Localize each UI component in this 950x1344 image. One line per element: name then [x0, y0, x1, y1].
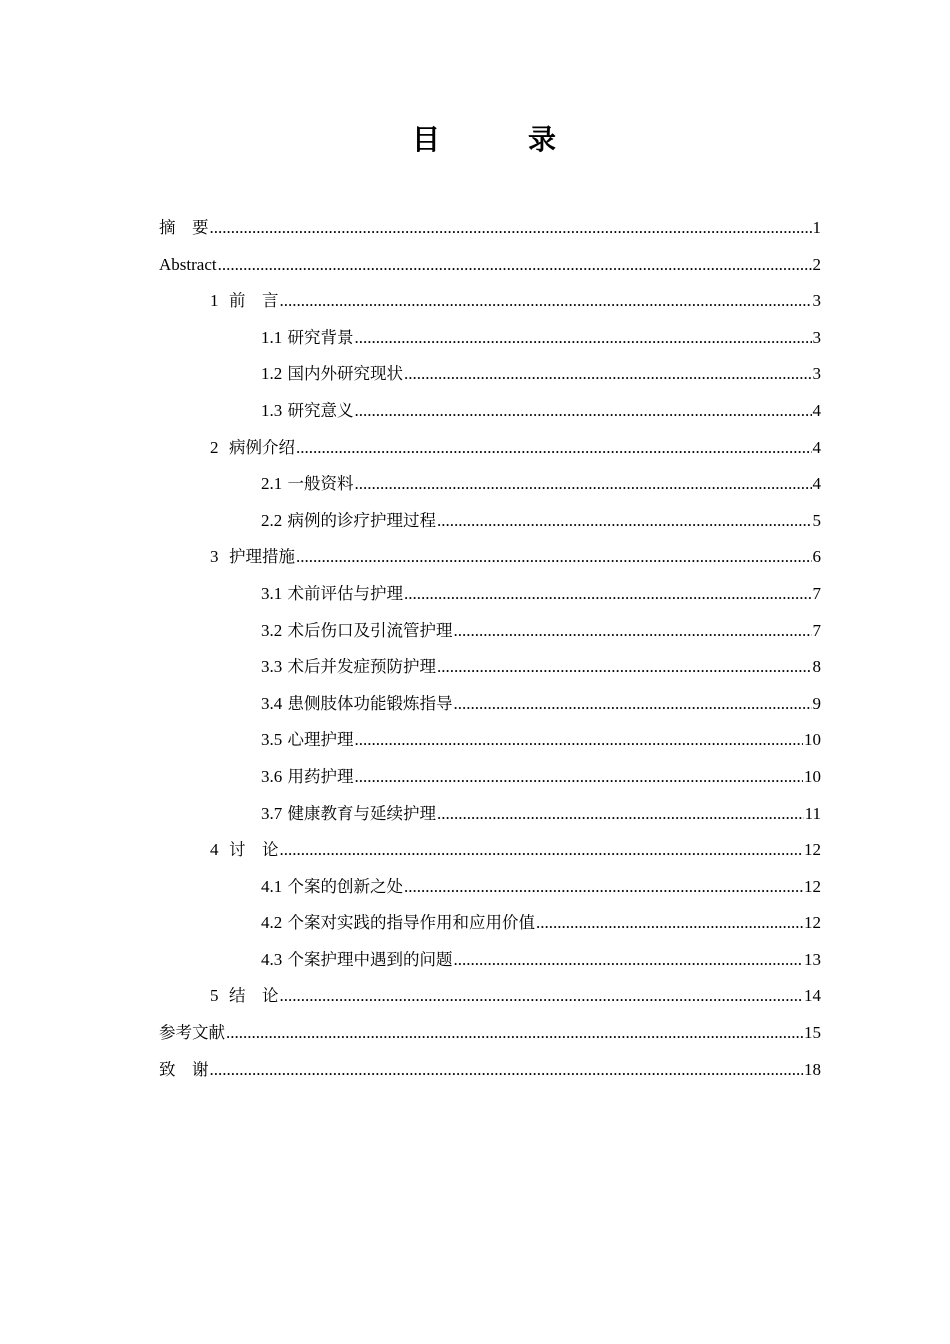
toc-page-number: 2: [812, 254, 821, 274]
toc-entry-label: [261, 905, 535, 942]
toc-entry[interactable]: [159, 576, 821, 613]
toc-dot-leader: [454, 686, 812, 723]
toc-dot-leader: [280, 283, 812, 320]
toc-entry-text: 护理措施: [229, 547, 295, 567]
toc-entry-text: 术前评估与护理: [287, 583, 403, 603]
toc-entry-number: 3.2: [261, 620, 283, 640]
toc-entry-text: 国内外研究现状: [287, 364, 403, 384]
toc-entry-label: [261, 759, 354, 796]
toc-page-number: 4: [812, 437, 821, 457]
toc-entry-label: [159, 1052, 209, 1089]
toc-entry-label: [159, 1015, 225, 1052]
toc-entry[interactable]: [159, 832, 821, 869]
toc-dot-leader: [355, 320, 812, 357]
toc-entry-label: [261, 722, 354, 759]
toc-page-number: 10: [804, 766, 821, 786]
toc-entry-number: 5: [210, 986, 219, 1006]
toc-page-number: 10: [804, 730, 821, 750]
toc-page-number: 7: [812, 583, 821, 603]
toc-entry-number: 4.1: [261, 876, 283, 896]
toc-entry-text: 病例介绍: [229, 437, 295, 457]
toc-entry-number: 3.5: [261, 730, 283, 750]
toc-dot-leader: [355, 466, 812, 503]
toc-dot-leader: [226, 1015, 803, 1052]
toc-entry[interactable]: [159, 649, 821, 686]
toc-entry[interactable]: [159, 430, 821, 467]
toc-entry-text: 术后伤口及引流管护理: [287, 620, 453, 640]
toc-dot-leader: [355, 393, 812, 430]
toc-entry-text: 摘 要: [159, 218, 209, 237]
toc-entry-number: 3.6: [261, 766, 283, 786]
toc-page-number: 13: [804, 949, 821, 969]
toc-entry-label: [261, 942, 453, 979]
toc-page-number: 9: [812, 693, 821, 713]
toc-dot-leader: [296, 539, 812, 576]
toc-dot-leader: [355, 722, 804, 759]
toc-page-number: 5: [812, 510, 821, 530]
toc-page-number: 14: [804, 986, 821, 1006]
toc-entry[interactable]: [159, 356, 821, 393]
toc-entry[interactable]: [159, 722, 821, 759]
toc-entry-number: 1: [210, 291, 219, 311]
toc-entry-text: 用药护理: [287, 766, 354, 786]
toc-entry-text: 个案对实践的指导作用和应用价值: [287, 913, 535, 933]
toc-page-number: 8: [812, 657, 821, 677]
toc-page-number: 12: [804, 840, 821, 860]
toc-entry-number: 3.1: [261, 583, 283, 603]
toc-page-number: 3: [812, 291, 821, 311]
toc-dot-leader: [454, 942, 804, 979]
toc-entry-label: [261, 869, 403, 906]
toc-dot-leader: [437, 649, 812, 686]
toc-entry-text: 前 言: [229, 291, 279, 311]
toc-entry-label: [261, 503, 436, 540]
toc-entry-label: [261, 393, 354, 430]
toc-dot-leader: [454, 613, 812, 650]
toc-page-number: 3: [812, 364, 821, 384]
toc-page-number: 4: [812, 474, 821, 494]
toc-entry-number: 1.3: [261, 400, 283, 420]
toc-entry-label: [261, 320, 354, 357]
toc-entry-label: [261, 686, 453, 723]
toc-page-number: 12: [804, 876, 821, 896]
toc-entry-label: [210, 832, 279, 869]
toc-entry[interactable]: [159, 210, 821, 247]
toc-entry-number: 1.2: [261, 364, 283, 384]
toc-dot-leader: [437, 503, 812, 540]
toc-entry-label: [261, 796, 436, 833]
toc-page-number: 7: [812, 620, 821, 640]
toc-entry-label: [261, 356, 403, 393]
toc-entry-text: 患侧肢体功能锻炼指导: [287, 693, 453, 713]
toc-dot-leader: [210, 1052, 804, 1089]
toc-entry[interactable]: [159, 320, 821, 357]
toc-entry-number: 1.1: [261, 327, 283, 347]
toc-entry-label: [210, 539, 295, 576]
toc-entry-label: [159, 247, 217, 284]
toc-entry-text: 研究意义: [287, 400, 354, 420]
toc-entry-label: [261, 613, 453, 650]
toc-entry-label: [261, 466, 354, 503]
toc-entry[interactable]: [159, 247, 821, 284]
toc-entry-number: 3.7: [261, 803, 283, 823]
toc-dot-leader: [437, 796, 804, 833]
toc-entry[interactable]: [159, 1015, 821, 1052]
toc-entry-number: 2.1: [261, 474, 283, 494]
toc-entry-text: 参考文献: [159, 1023, 225, 1043]
toc-page-number: 3: [812, 327, 821, 347]
toc-entry-number: 4.2: [261, 913, 283, 933]
toc-dot-leader: [218, 247, 812, 284]
toc-entry-number: 3.4: [261, 693, 283, 713]
toc-page-number: 4: [812, 400, 821, 420]
toc-dot-leader: [404, 576, 812, 613]
toc-entry-text: 术后并发症预防护理: [287, 657, 436, 677]
toc-entry[interactable]: [159, 796, 821, 833]
toc-entry[interactable]: [159, 978, 821, 1015]
toc-entry[interactable]: [159, 905, 821, 942]
toc-entry-label: [210, 430, 295, 467]
toc-page-number: 18: [804, 1059, 821, 1079]
toc-dot-leader: [355, 759, 804, 796]
toc-entry-text: 个案护理中遇到的问题: [287, 949, 453, 969]
toc-entry[interactable]: [159, 503, 821, 540]
toc-entry-text: 个案的创新之处: [287, 876, 403, 896]
toc-dot-leader: [404, 356, 812, 393]
toc-entry[interactable]: [159, 393, 821, 430]
toc-page-number: 15: [804, 1023, 821, 1043]
toc-entry-label: [159, 210, 209, 247]
toc-entry[interactable]: [159, 466, 821, 503]
toc-dot-leader: [296, 430, 812, 467]
toc-entry-text: 研究背景: [287, 327, 354, 347]
toc-entry[interactable]: [159, 539, 821, 576]
toc-entry[interactable]: [159, 1052, 821, 1089]
toc-entry-text: 讨 论: [229, 840, 279, 860]
toc-dot-leader: [280, 978, 804, 1015]
toc-entry-number: 2: [210, 437, 219, 457]
toc-page-number: 11: [804, 803, 821, 823]
toc-dot-leader: [404, 869, 803, 906]
toc-entry-text: Abstract: [159, 254, 217, 274]
toc-entry-number: 4: [210, 840, 219, 860]
toc-dot-leader: [280, 832, 804, 869]
toc-dot-leader: [536, 905, 803, 942]
toc-entry-label: [261, 576, 403, 613]
toc-entry-text: 健康教育与延续护理: [287, 803, 436, 823]
toc-page-number: 6: [812, 547, 821, 567]
toc-entry[interactable]: [159, 869, 821, 906]
toc-page-number: 1: [812, 218, 821, 237]
toc-entry-label: [210, 283, 279, 320]
toc-entry[interactable]: [159, 283, 821, 320]
toc-entry-label: [210, 978, 279, 1015]
toc-page-number: 12: [804, 913, 821, 933]
toc-title: 目 录: [411, 123, 586, 156]
toc-entry[interactable]: [159, 942, 821, 979]
toc-entry-label: [261, 649, 436, 686]
toc-entry-number: 3: [210, 547, 219, 567]
toc-entry-number: 3.3: [261, 657, 283, 677]
toc-entry[interactable]: [159, 686, 821, 723]
toc-entry-text: 病例的诊疗护理过程: [287, 510, 436, 530]
toc-entry-text: 结 论: [229, 986, 279, 1006]
toc-entry[interactable]: [159, 613, 821, 650]
toc-entry-number: 4.3: [261, 949, 283, 969]
toc-entry-number: 2.2: [261, 510, 283, 530]
toc-dot-leader: [210, 210, 812, 247]
toc-entry-text: 致 谢: [159, 1059, 209, 1079]
toc-entry[interactable]: [159, 759, 821, 796]
toc-entry-text: 心理护理: [287, 730, 354, 750]
table-of-contents: [159, 210, 821, 1088]
toc-entry-text: 一般资料: [287, 474, 354, 494]
